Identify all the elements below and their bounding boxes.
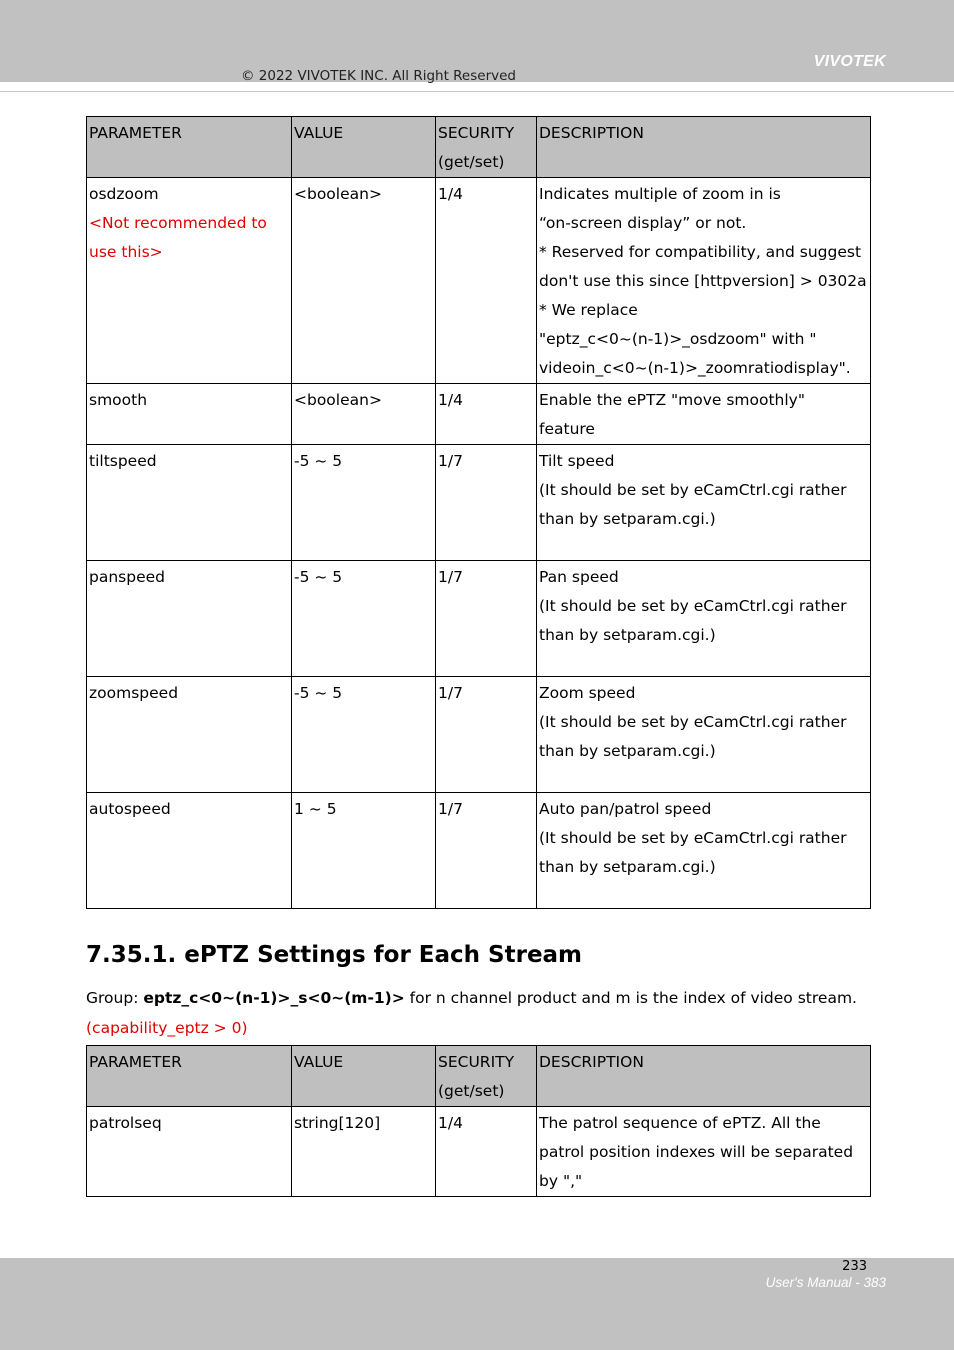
group-name: eptz_c<0~(n-1)>_s<0~(m-1)>: [143, 989, 405, 1007]
value-cell: -5 ~ 5: [292, 561, 436, 677]
column-header-parameter: PARAMETER: [87, 117, 292, 178]
param-cell: smooth: [87, 384, 292, 445]
security-label: SECURITY: [438, 124, 515, 142]
param-cell: zoomspeed: [87, 677, 292, 793]
description-line: * We replace: [539, 301, 638, 319]
table-row: [87, 178, 871, 384]
security-cell: 1/4: [436, 178, 537, 384]
description-cell: [537, 793, 871, 909]
description-line: (It should be set by eCamCtrl.cgi rather: [539, 713, 847, 731]
description-line: "eptz_c<0~(n-1)>_osdzoom" with ": [539, 330, 817, 348]
section-heading: 7.35.1. ePTZ Settings for Each Stream: [86, 942, 583, 968]
description-cell: [537, 561, 871, 677]
value-cell: <boolean>: [292, 178, 436, 384]
description-line: Tilt speed: [539, 452, 615, 470]
manual-page-label: User's Manual - 383: [765, 1275, 886, 1290]
value-cell: <boolean>: [292, 384, 436, 445]
header-divider: [0, 91, 954, 92]
page-footer: [0, 1258, 954, 1350]
description-line: than by setparam.cgi.): [539, 626, 716, 644]
column-header-description: DESCRIPTION: [537, 117, 871, 178]
value-cell: -5 ~ 5: [292, 677, 436, 793]
description-line: * Reserved for compatibility, and suggest: [539, 243, 862, 261]
description-line: (It should be set by eCamCtrl.cgi rather: [539, 481, 847, 499]
brand-logo: VIVOTEK: [813, 53, 886, 70]
security-label: SECURITY: [438, 1053, 515, 1071]
security-cell: 1/7: [436, 793, 537, 909]
parameter-table: [86, 1045, 871, 1197]
description-cell: [537, 384, 871, 445]
param-cell: panspeed: [87, 561, 292, 677]
description-line: Enable the ePTZ "move smoothly": [539, 391, 805, 409]
security-cell: 1/7: [436, 561, 537, 677]
description-line: (It should be set by eCamCtrl.cgi rather: [539, 829, 847, 847]
description-line: videoin_c<0~(n-1)>_zoomratiodisplay".: [539, 359, 851, 377]
description-line: Zoom speed: [539, 684, 636, 702]
param-warning: use this>: [89, 243, 163, 261]
description-line: than by setparam.cgi.): [539, 742, 716, 760]
column-header-security: [436, 1046, 537, 1107]
description-line: don't use this since [httpversion] > 0302a: [539, 272, 867, 290]
table-row: [87, 793, 871, 909]
description-cell: [537, 677, 871, 793]
param-cell: tiltspeed: [87, 445, 292, 561]
value-cell: -5 ~ 5: [292, 445, 436, 561]
column-header-security: [436, 117, 537, 178]
security-cell: 1/7: [436, 677, 537, 793]
param-cell: autospeed: [87, 793, 292, 909]
security-getset-label: (get/set): [438, 1082, 505, 1100]
security-cell: 1/4: [436, 1107, 537, 1197]
description-line: Auto pan/patrol speed: [539, 800, 712, 818]
description-line: Indicates multiple of zoom in is: [539, 185, 781, 203]
parameter-table: [86, 116, 871, 909]
table-row: [87, 677, 871, 793]
security-getset-label: (get/set): [438, 153, 505, 171]
description-cell: [537, 1107, 871, 1197]
table-header-row: [87, 117, 871, 178]
column-header-description: DESCRIPTION: [537, 1046, 871, 1107]
column-header-value: VALUE: [292, 117, 436, 178]
table-row: [87, 384, 871, 445]
value-cell: 1 ~ 5: [292, 793, 436, 909]
description-cell: [537, 178, 871, 384]
column-header-value: VALUE: [292, 1046, 436, 1107]
description-line: The patrol sequence of ePTZ. All the: [539, 1114, 821, 1132]
description-line: patrol position indexes will be separated: [539, 1143, 854, 1161]
table-row: [87, 561, 871, 677]
page-number: 233: [842, 1259, 867, 1274]
table-row: [87, 445, 871, 561]
description-line: Pan speed: [539, 568, 619, 586]
description-line: feature: [539, 420, 595, 438]
description-line: “on-screen display” or not.: [539, 214, 747, 232]
param-name: osdzoom: [89, 185, 159, 203]
security-cell: 1/7: [436, 445, 537, 561]
column-header-parameter: PARAMETER: [87, 1046, 292, 1107]
table-row: [87, 1107, 871, 1197]
value-cell: string[120]: [292, 1107, 436, 1197]
security-cell: 1/4: [436, 384, 537, 445]
param-cell: patrolseq: [87, 1107, 292, 1197]
group-description: [86, 989, 857, 1007]
description-cell: [537, 445, 871, 561]
group-suffix: for n channel product and m is the index of video stream.: [404, 989, 857, 1007]
description-line: (It should be set by eCamCtrl.cgi rather: [539, 597, 847, 615]
param-warning: <Not recommended to: [89, 214, 267, 232]
group-prefix: Group:: [86, 989, 144, 1007]
param-cell: [87, 178, 292, 384]
table-header-row: [87, 1046, 871, 1107]
description-line: than by setparam.cgi.): [539, 510, 716, 528]
copyright-text: © 2022 VIVOTEK INC. All Right Reserved: [241, 68, 516, 84]
description-line: than by setparam.cgi.): [539, 858, 716, 876]
capability-condition: (capability_eptz > 0): [86, 1019, 248, 1037]
description-line: by ",": [539, 1172, 583, 1190]
